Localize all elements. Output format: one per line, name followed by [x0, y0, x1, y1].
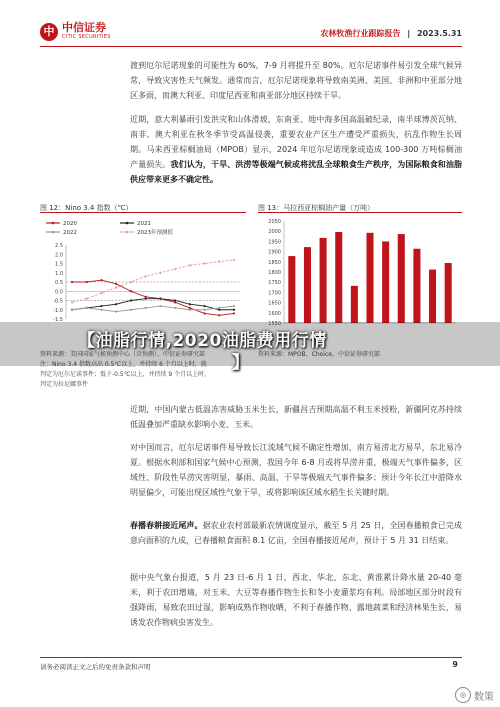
y-tick-label: 2.5 — [55, 243, 63, 249]
data-point — [86, 298, 88, 300]
data-point — [218, 261, 220, 263]
bar — [382, 241, 389, 323]
bar — [304, 247, 311, 323]
data-point — [203, 312, 205, 314]
data-point — [100, 279, 102, 281]
figure-12-note-2: 判定为厄尔尼诺事件；低于-0.5℃以上，并持续 9 个月以上时， — [40, 371, 211, 378]
data-point — [233, 312, 235, 314]
legend-marker — [52, 231, 55, 234]
palm-oil-bar-chart — [258, 215, 462, 327]
overlay-title-end: 】 — [232, 353, 249, 373]
data-point — [115, 311, 117, 313]
legend-marker — [52, 222, 55, 225]
y-tick-label: 1550 — [268, 321, 281, 327]
bar — [413, 249, 420, 323]
data-point — [233, 309, 235, 311]
figure-13-title: 图 13：马拉西亚棕榈油产量（万吨） — [258, 204, 375, 212]
data-point — [71, 281, 73, 283]
data-point — [174, 307, 176, 309]
paragraph-3 — [130, 402, 462, 432]
data-point — [174, 299, 176, 301]
figure-12-source: 资料来源：美国国家气候预测中心（含预测），中信证券研究部 — [40, 351, 206, 358]
bar — [445, 263, 452, 323]
report-title: 农林牧渔行业跟踪报告 — [320, 29, 401, 38]
watermark-text: 数策 — [474, 691, 494, 703]
data-point — [71, 301, 73, 303]
data-point — [203, 309, 205, 311]
page-number: 9 — [452, 660, 458, 669]
overlay-title: 【油脂行情,2020油脂费用行情 — [78, 331, 327, 351]
paragraph-2-text: 近期，意大利暴雨引发洪灾和山体滑坡，东南亚、地中海多国高温破纪录，南半球博茨瓦纳、南非、澳大利亚在秋冬季节受高温侵袭，重要农业产区生产遭受严重损失，抗乱作物生长周期。马来西亚棕榈油局（MPOB）显示，2024 年厄尔尼诺现象或造成 100-300 万吨棕榈油产量损失。 — [130, 115, 462, 169]
data-point — [100, 292, 102, 294]
y-tick-label: -1.5 — [53, 317, 63, 323]
footer-divider — [40, 657, 462, 658]
y-tick-label: 1750 — [268, 280, 281, 287]
data-point — [159, 305, 161, 307]
y-tick-label: 1850 — [268, 259, 281, 266]
data-point — [159, 272, 161, 274]
figure-13-source: 资料来源：MPOB，Choice，中信证券研究部 — [258, 351, 380, 358]
logo-cn: 中信证券 — [62, 21, 106, 34]
logo-en: CITIC SECURITIES — [62, 34, 111, 40]
data-point — [145, 307, 147, 309]
paragraph-1-text: 渡到厄尔尼诺现象的可能性为 60%，7-9 月将提升至 80%。厄尔尼诺事件易引发全球气候异常，导致灾害性天气频发。通常而言，厄尔尼诺现象将导致南美洲、美国、非洲和中亚部分地区多雨，而澳大利亚、印度尼西亚和南亚部分地区持续干旱。 — [130, 61, 462, 100]
legend-label: 2022 — [63, 230, 77, 236]
legend-label: 2023年预测值 — [137, 230, 173, 236]
header-divider — [40, 46, 462, 47]
figure-12-title: 图 12：Nino 3.4 指数（℃） — [40, 204, 133, 212]
figure-12-note-3: 判定为拉尼娜事件 — [40, 381, 89, 388]
data-point — [218, 307, 220, 309]
watermark — [455, 687, 494, 703]
paragraph-4-text: 对中国而言，厄尔尼诺事件易导致长江流域气候不确定性增加，南方易涝北方易旱，东北易冷夏。根据水利部和国家气候中心预测，我国今年 6-8 月或将旱涝并重，极端天气事件偏多，区域性、阶段性旱涝灾害明显，暴雨、高温、干旱等极端天气事件偏多；预计今年长江中游降水明显偏少，可能出现区域性气象干旱，或将影响该区域水稻生长关键时期。 — [130, 443, 462, 497]
y-tick-label: 0.0 — [55, 289, 63, 296]
y-tick-label: 1600 — [268, 310, 281, 317]
paragraph-2 — [130, 112, 462, 187]
data-point — [174, 268, 176, 270]
data-point — [145, 275, 147, 277]
citic-logo — [40, 22, 111, 41]
legend-label: 2021 — [137, 221, 151, 227]
y-tick-label: 1900 — [268, 249, 281, 256]
paragraph-5-text: 据农业农村部最新农情调度显示，截至 5 月 25 日，全国春播粮食已完成意向面积的九成，已春播粮食面积 8.1 亿亩，全国春播接近尾声，预计于 5 月 31 日结束。 — [130, 521, 462, 545]
data-point — [203, 262, 205, 264]
figure-12-note-1: 注：Nino 3.4 指数高出 0.5℃以上，并持续 6 个月以上时，就 — [40, 361, 207, 368]
data-point — [100, 305, 102, 307]
paragraph-6-text: 据中央气象台报道，5 月 23 日-6 月 1 日，西北、华北、东北、黄淮累计降水量 20-40 毫米，利于农田增墒，对玉米、大豆等春播作物生长和冬小麦灌浆均有利。局部地区部分时段有强降雨，易致农田过湿，影响成熟作物收晒，不利于春播作物、露地蔬菜和经济林果生长，易诱发农作物病虫害发生。 — [130, 573, 462, 627]
data-point — [130, 299, 132, 301]
data-point — [233, 259, 235, 261]
data-point — [86, 281, 88, 283]
data-point — [189, 309, 191, 311]
bar — [288, 256, 295, 323]
figure-13-divider — [258, 212, 462, 213]
y-tick-label: 1950 — [268, 239, 281, 246]
y-tick-label: 0.5 — [55, 280, 63, 286]
data-point — [189, 303, 191, 305]
page-header — [0, 0, 500, 50]
y-tick-label: 1800 — [268, 270, 281, 276]
y-tick-label: 2.0 — [55, 252, 63, 259]
data-point — [115, 283, 117, 285]
figure-12-divider — [40, 212, 246, 213]
data-point — [218, 314, 220, 316]
data-point — [115, 303, 117, 305]
bar — [335, 232, 342, 323]
paragraph-6 — [130, 570, 462, 630]
data-point — [189, 264, 191, 266]
legend-marker — [126, 222, 129, 225]
paragraph-5 — [130, 518, 462, 548]
bar — [351, 286, 358, 323]
bar — [429, 270, 436, 323]
data-point — [86, 307, 88, 309]
paragraph-5-bold: 春播春耕接近尾声。 — [130, 521, 203, 530]
data-point — [159, 298, 161, 300]
y-tick-label: 1650 — [268, 300, 281, 307]
bar — [320, 238, 327, 323]
bar — [366, 233, 373, 323]
series-line — [72, 280, 234, 315]
data-point — [71, 309, 73, 311]
y-tick-label: 1.5 — [55, 261, 63, 268]
data-point — [130, 290, 132, 292]
y-tick-label: 2050 — [268, 219, 281, 225]
data-point — [100, 309, 102, 311]
data-point — [130, 281, 132, 283]
watermark-icon: ◎ — [455, 687, 471, 703]
data-point — [130, 309, 132, 311]
data-point — [203, 305, 205, 307]
paragraph-4 — [130, 440, 462, 500]
y-tick-label: -1.0 — [53, 307, 63, 314]
data-point — [145, 298, 147, 300]
report-date: 2023.5.31 — [416, 29, 462, 38]
nino-line-chart — [40, 215, 246, 323]
bar — [398, 234, 405, 323]
data-point — [115, 286, 117, 288]
y-tick-label: 1700 — [268, 290, 281, 297]
paragraph-1 — [130, 58, 462, 103]
legend-marker — [126, 231, 129, 234]
citic-logo-icon: 中 — [40, 23, 58, 41]
y-tick-label: 2000 — [268, 229, 281, 236]
report-header-info: 农林牧渔行业跟踪报告 | 2023.5.31 — [320, 29, 462, 38]
y-tick-label: -0.5 — [53, 298, 63, 305]
paragraph-2-bold: 我们认为，干旱、洪涝等极端气候或将扰乱全球粮食生产秩序，为国际粮食和油脂供应带来更多不确定性。 — [130, 160, 462, 184]
footer-disclaimer: 请务必阅读正文之后的免责条款和声明 — [40, 663, 151, 671]
paragraph-3-text: 近期，中国内蒙古低温冻害威胁玉米生长，新疆昌吉预期高温不利玉米授粉，新疆阿克苏持续低温叠加严重缺水影响小麦、玉米。 — [130, 405, 462, 429]
y-tick-label: 1.0 — [55, 270, 63, 277]
data-point — [233, 305, 235, 307]
legend-label: 2020 — [63, 221, 77, 227]
